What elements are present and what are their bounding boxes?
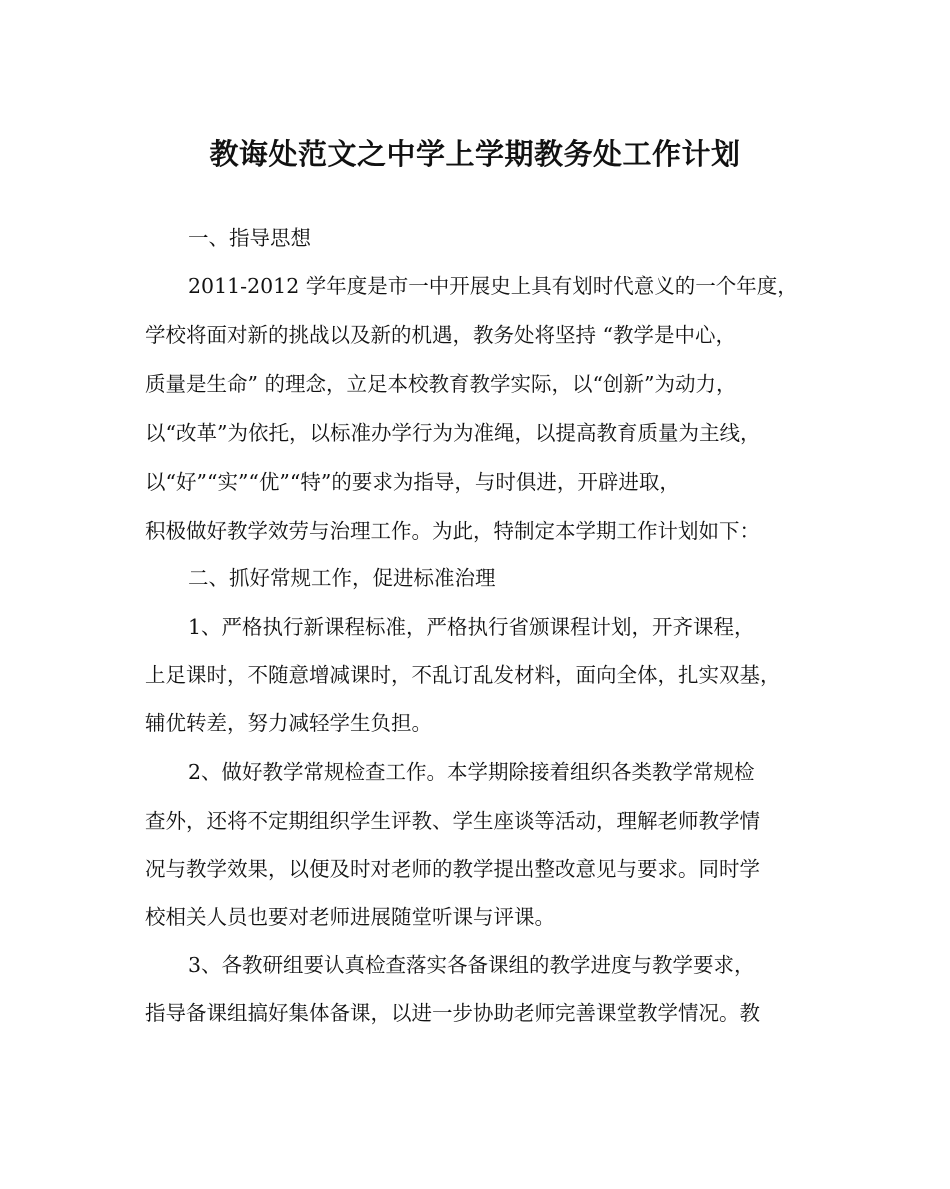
paragraph-line: 1、严格执行新课程标准，严格执行省颁课程计划，开齐课程， bbox=[188, 615, 755, 639]
paragraph-line: 学校将面对新的挑战以及新的机遇，教务处将坚持 “教学是中心， bbox=[145, 323, 736, 347]
paragraph-line: 2011-2012 学年度是市一中开展史上具有划时代意义的一个年度， bbox=[188, 274, 798, 298]
paragraph-line: 以“好”“实”“优”“特”的要求为指导，与时俱进，开辟进取， bbox=[145, 470, 680, 494]
paragraph-line: 校相关人员也要对老师进展随堂听课与评课。 bbox=[145, 905, 555, 929]
paragraph-line: 指导备课组搞好集体备课，以进一步协助老师完善课堂教学情况。教 bbox=[145, 1001, 760, 1025]
paragraph-line: 3、各教研组要认真检查落实各备课组的教学进度与教学要求， bbox=[188, 953, 755, 977]
paragraph-line: 辅优转差，努力减轻学生负担。 bbox=[145, 711, 432, 735]
section-heading: 二、抓好常规工作，促进标准治理 bbox=[188, 566, 496, 590]
paragraph-line: 质量是生命” 的理念，立足本校教育教学实际，以“创新”为动力， bbox=[145, 372, 737, 396]
paragraph-line: 积极做好教学效劳与治理工作。为此，特制定本学期工作计划如下： bbox=[145, 519, 760, 543]
paragraph-line: 2、做好教学常规检查工作。本学期除接着组织各类教学常规检 bbox=[188, 760, 755, 784]
paragraph-line: 以“改革”为依托，以标准办学行为为准绳，以提高教育质量为主线， bbox=[145, 421, 761, 445]
paragraph-line: 上足课时，不随意增减课时，不乱订乱发材料，面向全体，扎实双基， bbox=[145, 663, 781, 687]
section-heading: 一、指导思想 bbox=[188, 226, 311, 250]
document-title: 教诲处范文之中学上学期教务处工作计划 bbox=[209, 137, 741, 171]
paragraph-line: 查外，还将不定期组织学生评教、学生座谈等活动，理解老师教学情 bbox=[145, 809, 760, 833]
paragraph-line: 况与教学效果，以便及时对老师的教学提出整改意见与要求。同时学 bbox=[145, 857, 760, 881]
